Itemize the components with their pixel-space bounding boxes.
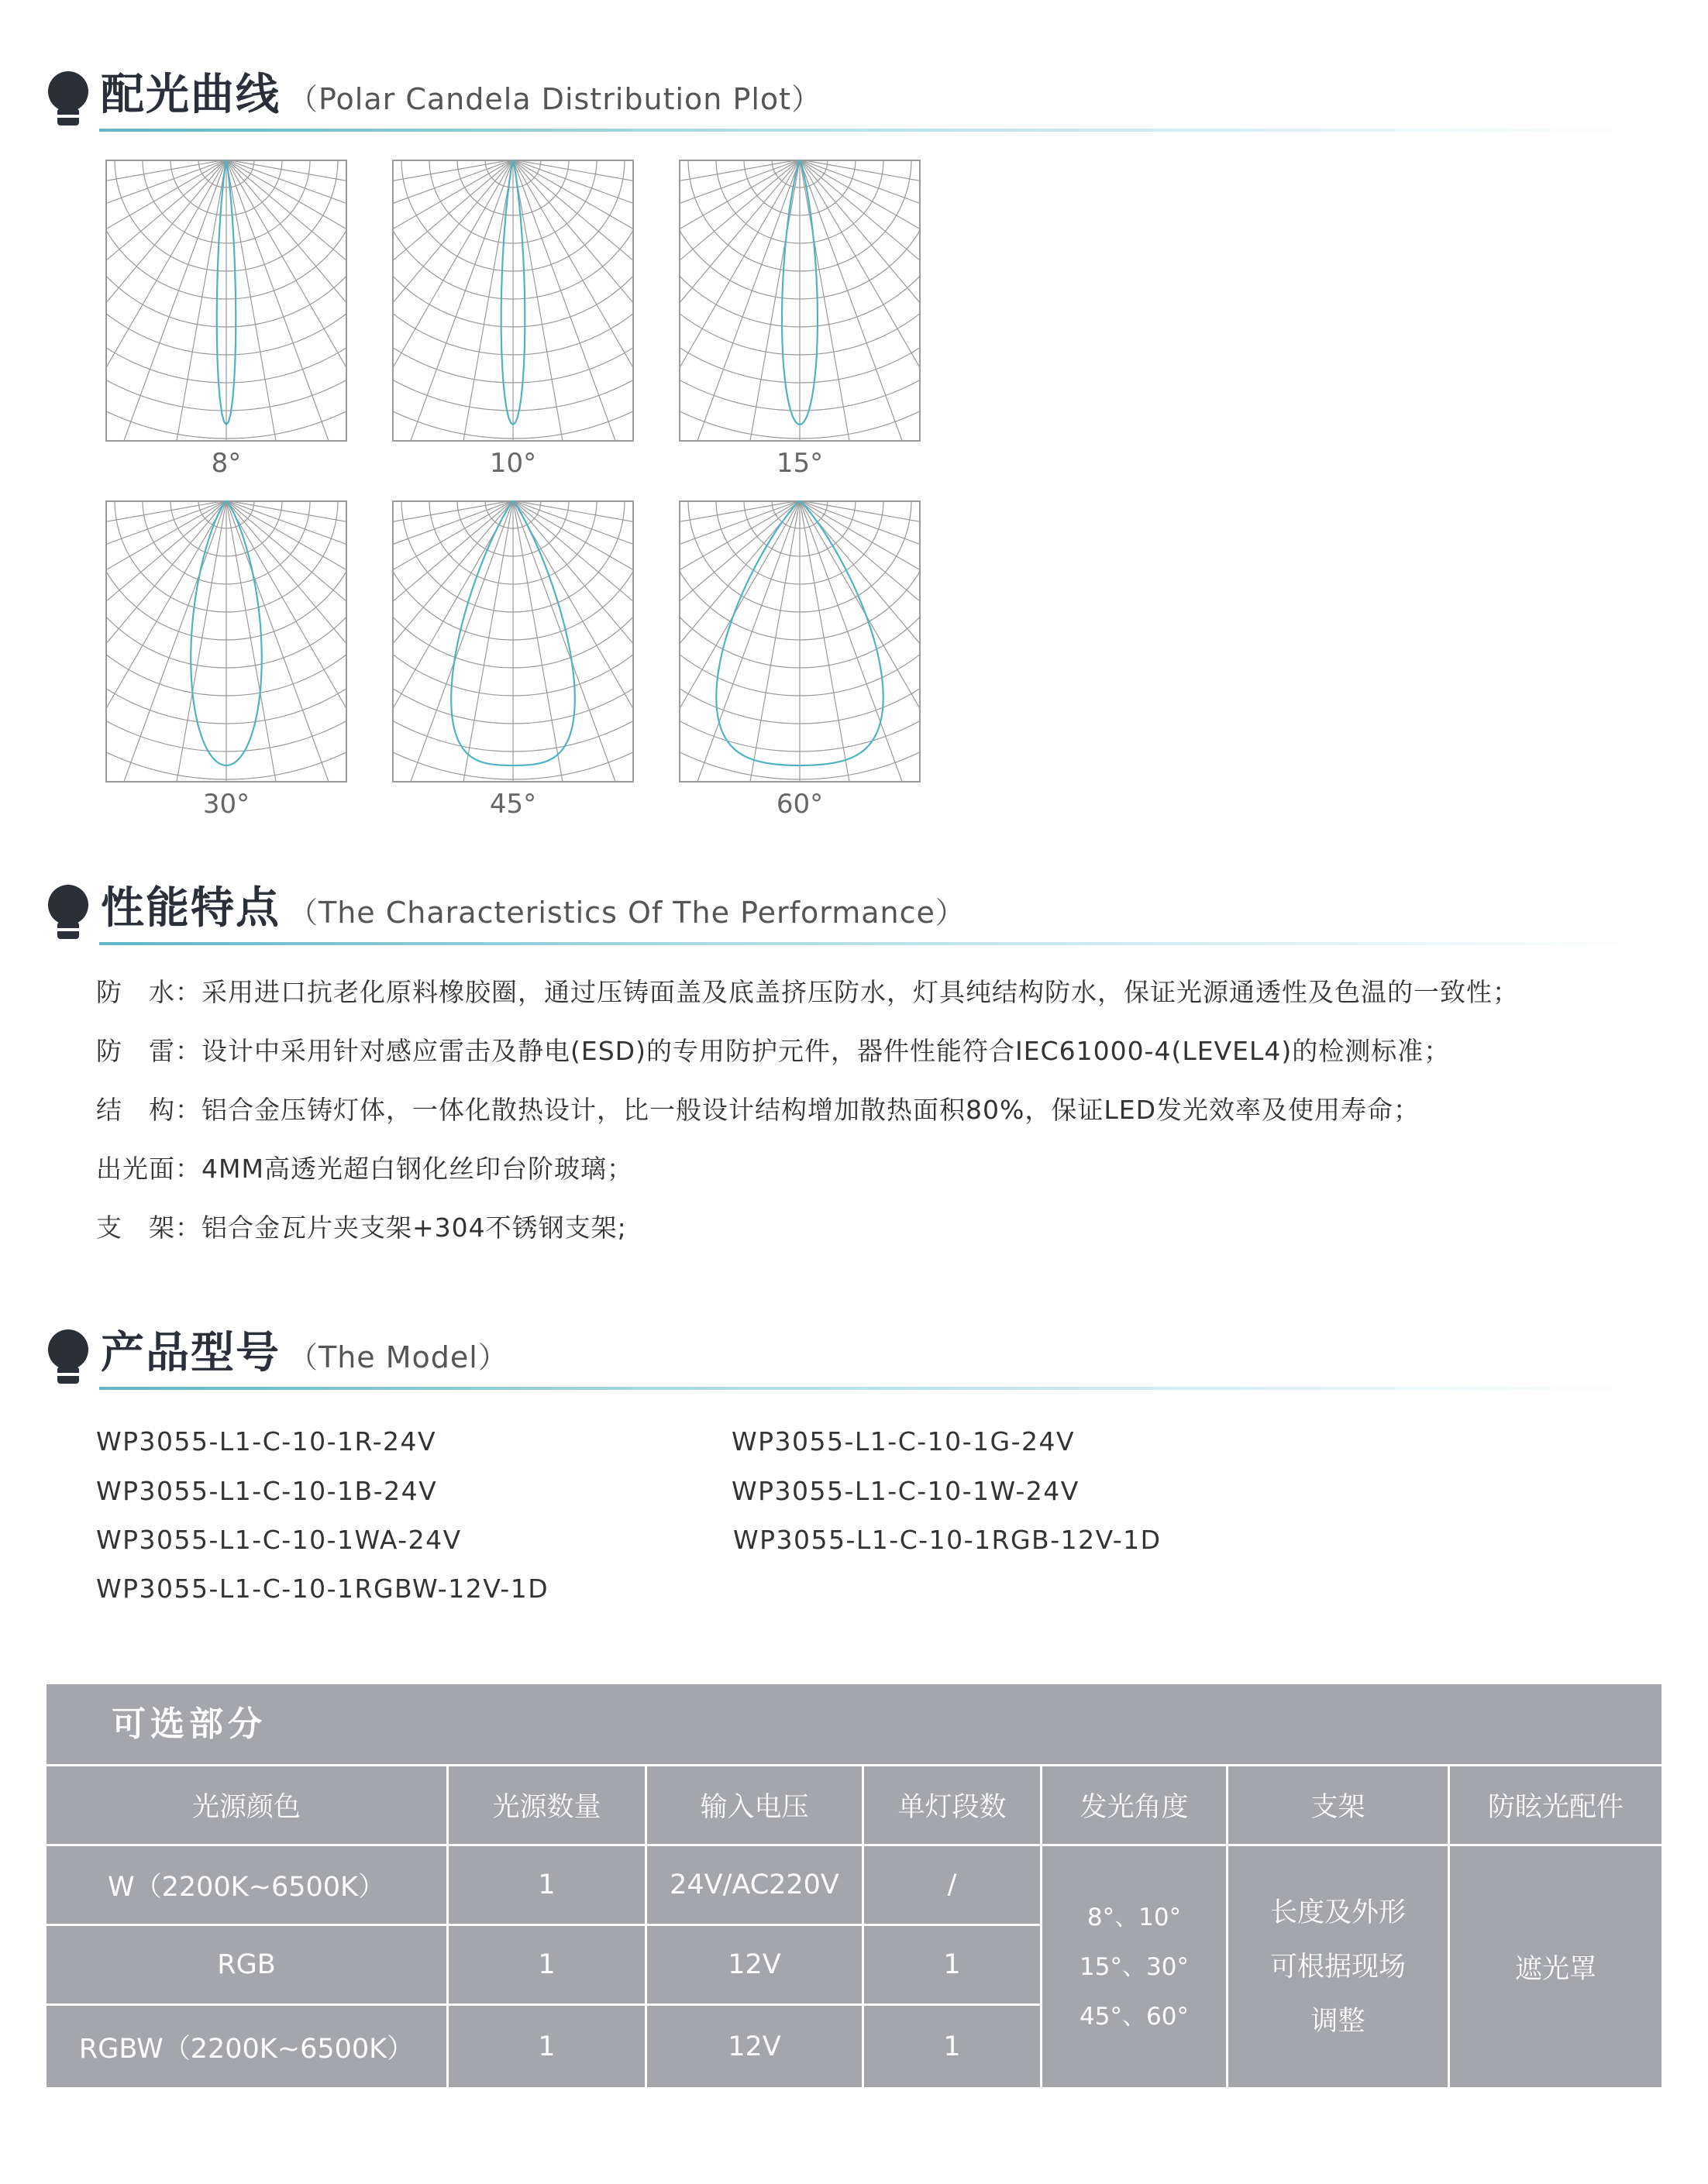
grid-radial — [226, 160, 321, 442]
polar-plot — [679, 500, 921, 820]
polar-grid — [392, 160, 634, 442]
table-cell: 1 — [538, 1869, 556, 1900]
header-cell: 单灯段数 — [897, 1792, 1007, 1823]
grid-radial — [679, 500, 800, 686]
grid-radial — [513, 160, 634, 431]
angle-cell — [1042, 1846, 1226, 2087]
polar-grid — [679, 500, 921, 782]
grid-radial — [513, 500, 634, 595]
grid-radial — [132, 500, 226, 782]
angle-line: 45°、60° — [1080, 2002, 1189, 2031]
grid-radial — [105, 500, 226, 686]
polar-plot-graphic — [105, 160, 347, 442]
grid-radial — [226, 160, 347, 345]
grid-radial — [513, 160, 608, 442]
polar-plot-graphic — [679, 500, 921, 782]
header-cell: 光源数量 — [492, 1792, 601, 1823]
grid-radial — [226, 160, 347, 431]
grid-radial — [679, 500, 800, 595]
grid-radial — [105, 160, 226, 345]
model-item: WP3055-L1-C-10-1RGB-12V-1D — [733, 1525, 1162, 1555]
polar-grid — [679, 160, 921, 442]
polar-plot — [392, 160, 634, 479]
grid-radial — [392, 160, 513, 345]
bracket-line: 调整 — [1310, 2005, 1365, 2037]
model-item: WP3055-L1-C-10-1G-24V — [732, 1426, 1076, 1457]
section-divider — [99, 1387, 1641, 1390]
grid-radial — [226, 500, 347, 686]
model-item: WP3055-L1-C-10-1W-24V — [732, 1476, 1080, 1506]
grid-radial — [679, 500, 800, 772]
grid-radial — [800, 160, 921, 254]
table-cell: / — [947, 1869, 957, 1900]
bulb-icon — [46, 71, 90, 130]
grid-radial — [800, 500, 921, 595]
section-divider — [99, 129, 1641, 132]
polar-grid — [392, 500, 634, 782]
grid-radial — [705, 160, 800, 442]
grid-radial — [226, 500, 321, 782]
grid-radial — [800, 500, 921, 772]
section-subtitle: （The Characteristics Of The Performance） — [288, 896, 966, 930]
beam-angle-label: 30° — [202, 789, 250, 820]
header-cell: 支架 — [1310, 1792, 1365, 1823]
table-title: 可选部分 — [112, 1704, 267, 1744]
polar-plot-graphic — [679, 160, 921, 442]
beam-angle-label: 8° — [211, 448, 242, 479]
section-title: 性能特点 （The Characteristics Of The Performance） — [101, 883, 966, 934]
polar-plot-graphic — [105, 500, 347, 782]
table-cell: 12V — [728, 1949, 781, 1980]
grid-radial — [105, 500, 226, 595]
table-cell: 1 — [943, 2031, 961, 2062]
section-subtitle: （Polar Candela Distribution Plot） — [288, 82, 822, 116]
accessory-cell: 遮光罩 — [1514, 1953, 1596, 1985]
polar-plot — [392, 500, 634, 820]
grid-radial — [513, 160, 634, 345]
grid-radial — [392, 160, 513, 254]
grid-radial — [513, 500, 608, 782]
angle-line: 15°、30° — [1080, 1952, 1189, 1981]
polar-plot — [105, 500, 347, 820]
grid-radial — [513, 500, 634, 686]
grid-radial — [392, 160, 513, 431]
section-header-curve — [46, 60, 1643, 130]
table-cell: RGBW（2200K~6500K） — [78, 2033, 415, 2065]
options-table — [46, 1684, 1662, 2087]
table-cell: 1 — [943, 1949, 961, 1980]
feature-waterproof: 防 水：采用进口抗老化原料橡胶圈，通过压铸面盖及底盖挤压防水，灯具纯结构防水，保证光源通透性及色温的一致性； — [96, 977, 1519, 1007]
beam-angle-label: 15° — [776, 448, 824, 479]
header-cell: 光源颜色 — [191, 1792, 301, 1823]
beam-angle-label: 45° — [489, 789, 537, 820]
grid-radial — [418, 160, 513, 442]
beam-angle-label: 60° — [776, 789, 824, 820]
polar-plot-graphic — [392, 160, 634, 442]
header-cell: 发光角度 — [1080, 1792, 1189, 1823]
table-cell: 1 — [538, 2031, 556, 2062]
table-cell: 1 — [538, 1949, 556, 1980]
grid-radial — [679, 160, 800, 254]
grid-radial — [392, 500, 513, 772]
model-item: WP3055-L1-C-10-1WA-24V — [96, 1525, 462, 1555]
model-item: WP3055-L1-C-10-1B-24V — [96, 1476, 438, 1506]
feature-bracket: 支 架：铝合金瓦片夹支架+304不锈钢支架; — [96, 1212, 627, 1243]
model-item: WP3055-L1-C-10-1RGBW-12V-1D — [96, 1574, 549, 1604]
table-cell: 24V/AC220V — [670, 1869, 839, 1900]
grid-radial — [513, 160, 634, 254]
grid-radial — [105, 160, 226, 254]
polar-plot — [679, 160, 921, 479]
bracket-cell — [1228, 1846, 1448, 2087]
grid-radial — [800, 500, 921, 686]
grid-radial — [800, 160, 894, 442]
section-title: 配光曲线 （Polar Candela Distribution Plot） — [101, 70, 822, 120]
header-cell: 输入电压 — [700, 1792, 809, 1823]
bulb-icon — [46, 885, 90, 944]
beam-angle-label: 10° — [489, 448, 537, 479]
table-cell: W（2200K~6500K） — [108, 1872, 385, 1903]
table-cell: RGB — [217, 1949, 276, 1980]
grid-radial — [513, 500, 634, 772]
angle-line: 8°、10° — [1086, 1903, 1182, 1931]
grid-radial — [132, 160, 226, 442]
polar-plot — [105, 160, 347, 479]
bracket-line: 长度及外形 — [1269, 1897, 1406, 1928]
grid-radial — [392, 500, 513, 595]
grid-radial — [226, 160, 347, 254]
polar-grid — [105, 160, 347, 442]
section-subtitle: （The Model） — [288, 1340, 508, 1374]
grid-radial — [105, 160, 226, 431]
feature-lightning: 防 雷：设计中采用针对感应雷击及静电(ESD)的专用防护元件，器件性能符合IEC61000-4(LEVEL4)的检测标准； — [96, 1036, 1451, 1066]
section-header-models — [46, 1319, 1643, 1388]
polar-plot-graphic — [392, 500, 634, 782]
section-divider — [99, 942, 1641, 945]
grid-radial — [392, 500, 513, 686]
grid-radial — [226, 500, 347, 595]
section-title: 产品型号 （The Model） — [101, 1328, 508, 1378]
header-cell: 防眩光配件 — [1487, 1792, 1624, 1823]
bracket-line: 可根据现场 — [1269, 1951, 1406, 1983]
grid-radial — [800, 500, 894, 782]
grid-radial — [418, 500, 513, 782]
grid-radial — [705, 500, 800, 782]
bulb-icon — [46, 1329, 90, 1388]
feature-lens: 出光面：4MM高透光超白钢化丝印台阶玻璃； — [96, 1154, 633, 1184]
section-header-features — [46, 874, 1643, 944]
model-item: WP3055-L1-C-10-1R-24V — [96, 1426, 437, 1457]
feature-structure: 结 构：铝合金压铸灯体，一体化散热设计，比一般设计结构增加散热面积80%，保证LED发光效率及使用寿命； — [96, 1095, 1420, 1125]
table-cell: 12V — [728, 2031, 781, 2062]
polar-grid — [105, 500, 347, 782]
